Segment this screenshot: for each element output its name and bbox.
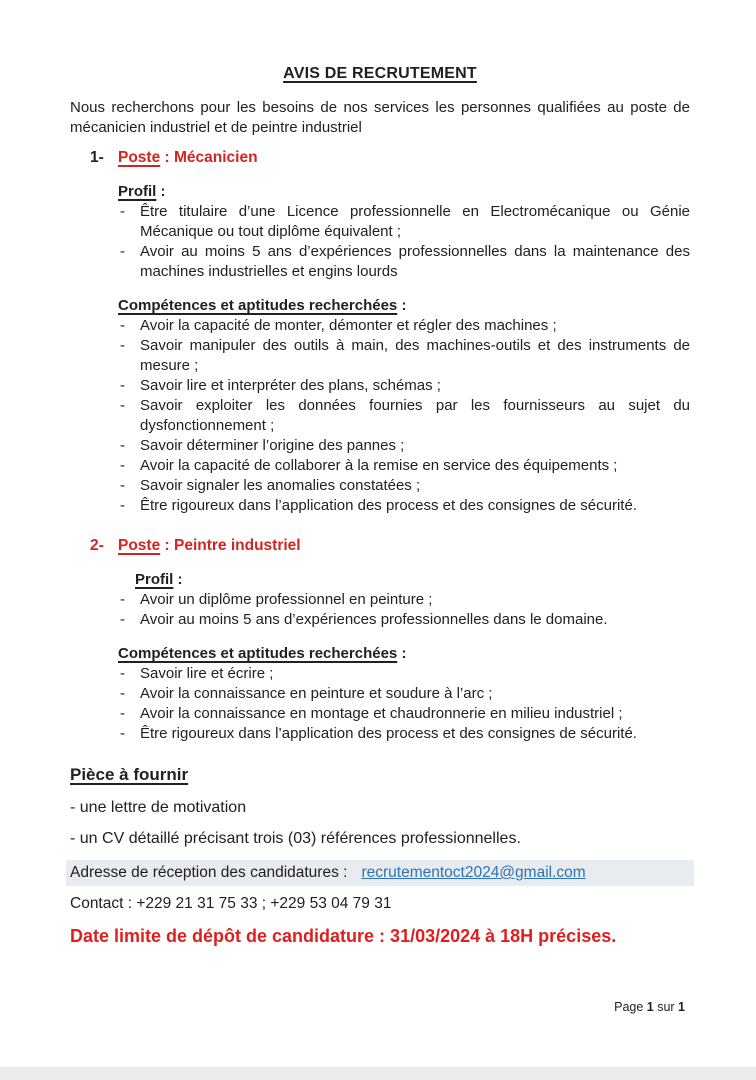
contact-line: Contact : +229 21 31 75 33 ; +229 53 04 79 31 (70, 895, 392, 912)
post-1-profil-section (70, 182, 690, 282)
post-2-heading (90, 536, 690, 556)
list-item (118, 376, 690, 396)
page-bottom-bar (0, 1067, 756, 1080)
list-item (118, 316, 690, 336)
list-item-text: - Avoir au moins 5 ans d’expériences professionnelles dans le domaine. (140, 611, 608, 628)
deadline-text: Date limite de dépôt de candidature : 31/03/2024 à 18H précises. (70, 926, 617, 946)
list-item (118, 456, 690, 476)
post-2-profil-heading: Profil : (135, 571, 183, 588)
post-2-profil-list (118, 590, 690, 630)
list-item (118, 664, 690, 684)
list-item-text: - Avoir la capacité de monter, démonter et régler des machines ; (140, 317, 557, 334)
post-2-number: 2- (90, 537, 104, 554)
total-page-number: 1 (678, 1000, 685, 1014)
page-number-footer: Page 1 sur 1 (614, 1000, 685, 1014)
post-1-profil-heading: Profil : (118, 183, 166, 200)
post-2-label: Poste (118, 537, 161, 554)
current-page-number: 1 (646, 1000, 654, 1014)
list-item-text: - Avoir la capacité de collaborer à la remise en service des équipements ; (140, 457, 618, 474)
list-item-text: - Savoir signaler les anomalies constatées ; (140, 477, 421, 494)
piece-item-lettre: - une lettre de motivation (70, 799, 247, 816)
list-item (118, 396, 690, 436)
adresse-line (66, 860, 694, 886)
list-item (118, 202, 690, 242)
intro-paragraph: Nous recherchons pour les besoins de nos services les personnes qualifiées au poste de mécanicien industriel et de peintre industriel (70, 99, 690, 136)
email-link[interactable]: recrutementoct2024@gmail.com (361, 864, 586, 881)
list-item (118, 242, 690, 282)
post-1-profil-list (118, 202, 690, 282)
list-item-text: - Avoir la connaissance en montage et chaudronnerie en milieu industriel ; (140, 705, 623, 722)
post-2-profil-section (70, 570, 690, 630)
list-item-text: - Savoir lire et interpréter des plans, schémas ; (140, 377, 441, 394)
list-item-text: - Être rigoureux dans l’application des process et des consignes de sécurité. (140, 497, 637, 514)
list-item (118, 724, 690, 744)
document-title (70, 64, 690, 84)
list-item-text: - Savoir exploiter les données fournies par les fournisseurs au sujet du dysfonctionnement ; (140, 397, 690, 434)
list-item (118, 436, 690, 456)
piece-item-cv: - un CV détaillé précisant trois (03) références professionnelles. (70, 830, 521, 847)
adresse-label: Adresse de réception des candidatures : (70, 864, 348, 881)
list-item (118, 496, 690, 516)
post-2-competences-heading: Compétences et aptitudes recherchées : (118, 645, 407, 662)
list-item-text: - Savoir lire et écrire ; (140, 665, 274, 682)
list-item-text: - Avoir la connaissance en peinture et soudure à l’arc ; (140, 685, 493, 702)
post-2-competences-section (70, 644, 690, 744)
list-item-text: - Avoir au moins 5 ans d’expériences professionnelles dans la maintenance des machines industrielles et engins lourds (140, 243, 690, 280)
list-item-text: - Savoir manipuler des outils à main, des machines-outils et des instruments de mesure ; (140, 337, 690, 374)
post-1-label: Poste (118, 149, 161, 166)
list-item-text: - Être rigoureux dans l’application des process et des consignes de sécurité. (140, 725, 637, 742)
list-item (118, 476, 690, 496)
list-item (118, 684, 690, 704)
post-1-competences-section (70, 296, 690, 516)
post-1-number: 1- (90, 149, 104, 166)
post-1-competences-list (118, 316, 690, 516)
post-1-heading (90, 148, 690, 168)
document-title-text: AVIS DE RECRUTEMENT (283, 65, 477, 82)
list-item (118, 704, 690, 724)
list-item (118, 610, 690, 630)
post-1-competences-heading: Compétences et aptitudes recherchées : (118, 297, 407, 314)
list-item (118, 590, 690, 610)
list-item-text: - Être titulaire d’une Licence professionnelle en Electromécanique ou Génie Mécanique ou tout diplôme équivalent ; (140, 203, 690, 240)
list-item-text: - Avoir un diplôme professionnel en peinture ; (140, 591, 433, 608)
post-2-competences-list (118, 664, 690, 744)
post-2-name: : Peintre industriel (160, 537, 301, 554)
post-1-name: : Mécanicien (160, 149, 258, 166)
list-item (118, 336, 690, 376)
piece-a-fournir-heading: Pièce à fournir (70, 765, 189, 784)
list-item-text: - Savoir déterminer l’origine des pannes ; (140, 437, 405, 454)
